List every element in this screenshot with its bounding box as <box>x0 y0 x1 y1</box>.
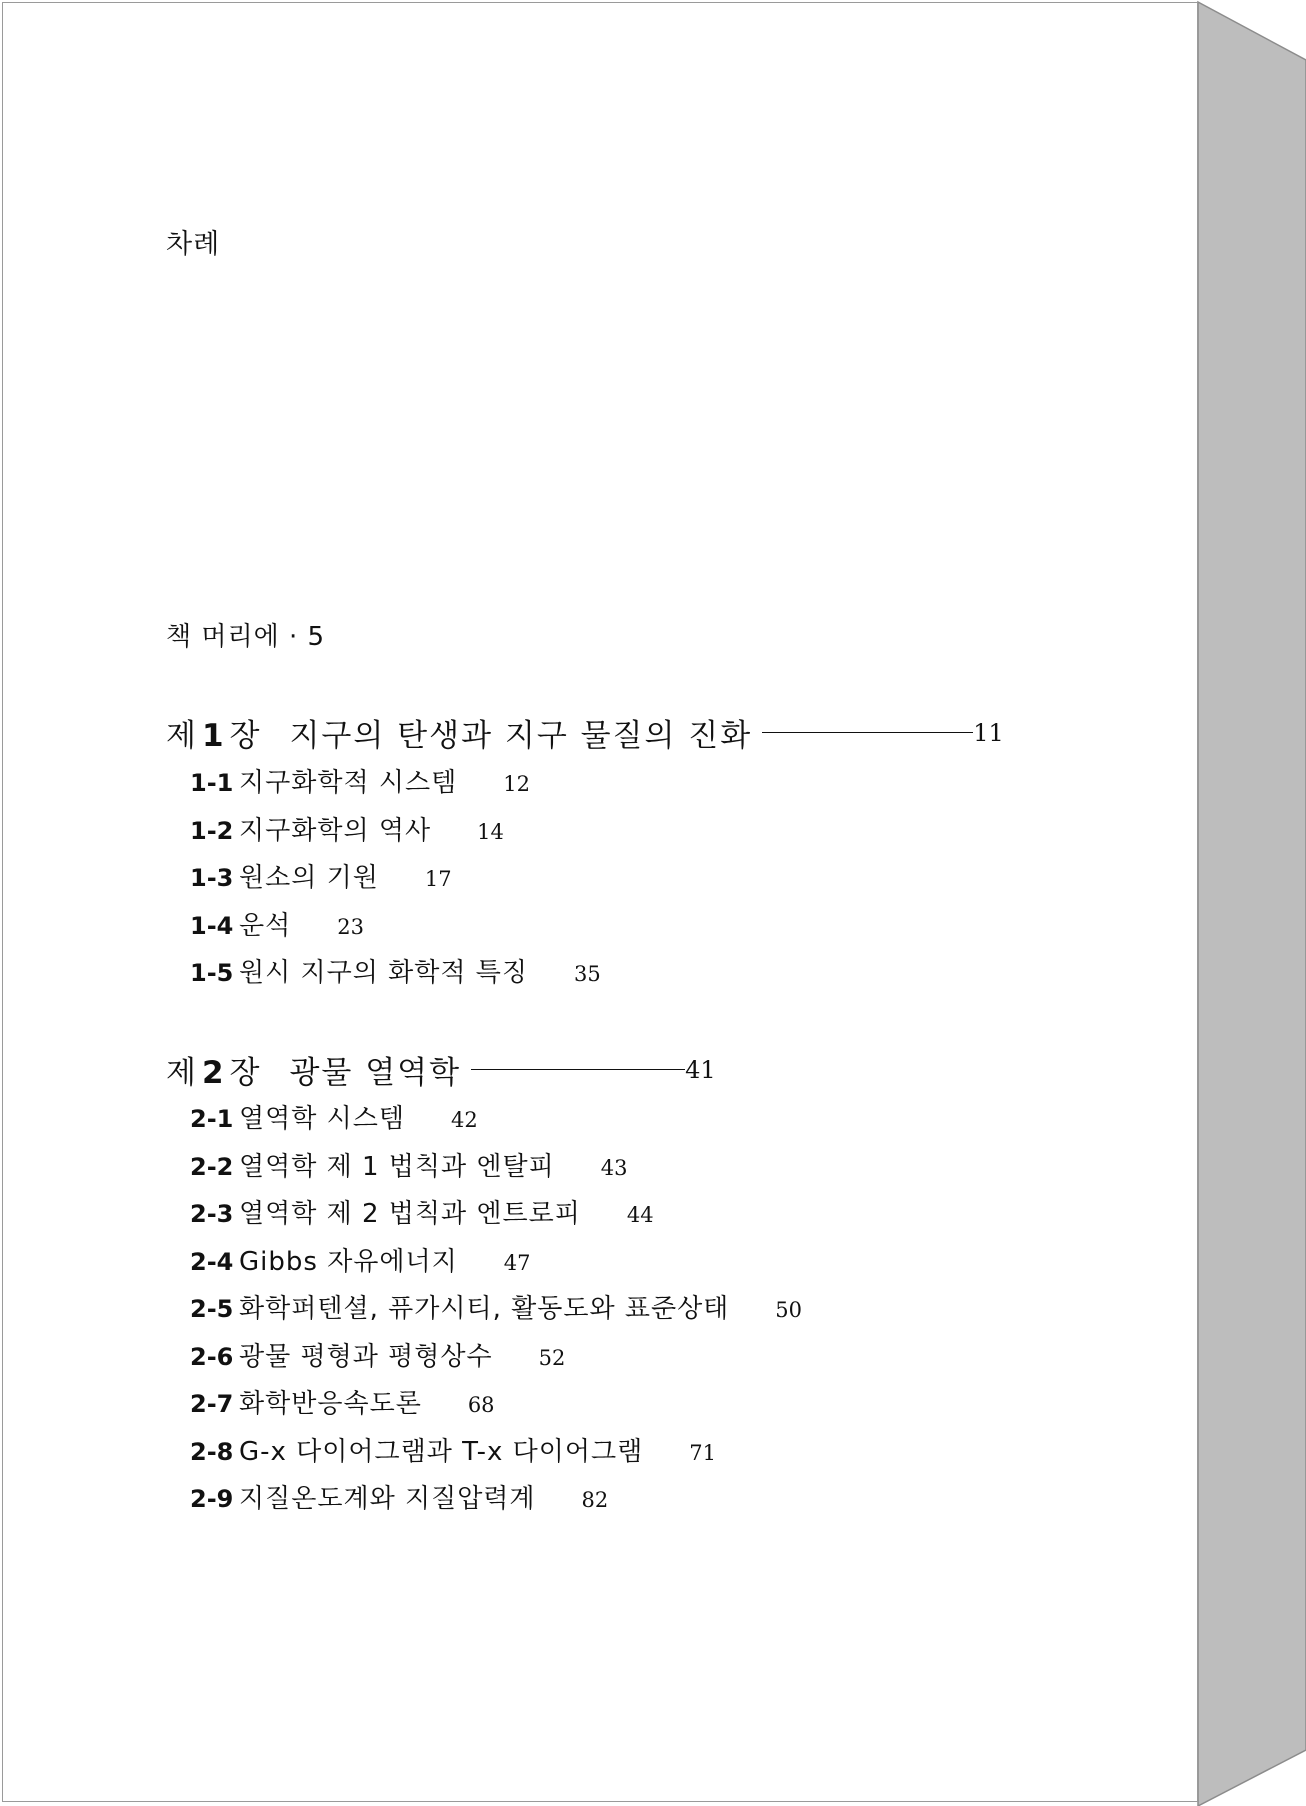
toc-entry <box>190 1336 802 1384</box>
section-page: 17 <box>424 867 452 891</box>
toc-entry <box>190 952 601 1000</box>
section-title: 원소의 기원 <box>239 863 379 893</box>
chapter-2-heading <box>166 1047 716 1092</box>
section-page: 68 <box>467 1393 495 1417</box>
toc-entry <box>190 762 601 810</box>
section-page: 43 <box>600 1155 628 1180</box>
chapter-title: 광물 열역학 <box>289 1055 462 1091</box>
chapter-page: 11 <box>973 718 1004 747</box>
section-title: 열역학 시스템 <box>239 1104 405 1134</box>
section-number: 2-5 <box>190 1295 234 1323</box>
section-title: 지질온도계와 지질압력계 <box>239 1484 536 1514</box>
chapter-number: 제 1 장 <box>166 718 260 754</box>
chapter-title: 지구의 탄생과 지구 물질의 진화 <box>289 718 753 754</box>
dot-leader <box>762 732 973 733</box>
section-number: 2-1 <box>190 1105 234 1133</box>
section-number: 2-4 <box>190 1247 234 1276</box>
toc-entry <box>190 1431 802 1479</box>
section-number: 2-7 <box>190 1390 234 1418</box>
preface-entry: 책 머리에 · 5 <box>166 622 326 652</box>
section-title: 광물 평형과 평형상수 <box>239 1341 493 1372</box>
section-title: 화학퍼텐셜, 퓨가시티, 활동도와 표준상태 <box>239 1294 730 1324</box>
dot-leader <box>471 1069 685 1070</box>
toc-entry <box>190 857 601 905</box>
toc-entry <box>190 810 601 858</box>
section-number: 1-5 <box>190 959 234 987</box>
section-number: 1-1 <box>190 769 234 797</box>
toc-entry <box>190 1146 802 1194</box>
section-page: 23 <box>337 914 364 939</box>
section-title: 지구화학적 시스템 <box>239 768 458 798</box>
chapter-number: 제 2 장 <box>166 1055 260 1091</box>
toc-entry <box>190 1288 802 1336</box>
section-title: 열역학 제 2 법칙과 엔트로피 <box>239 1199 581 1229</box>
section-page: 52 <box>538 1345 566 1370</box>
section-number: 1-3 <box>190 864 234 892</box>
section-number: 2-3 <box>190 1200 234 1228</box>
toc-entry <box>190 1383 802 1431</box>
section-title: 열역학 제 1 법칙과 엔탈피 <box>239 1151 555 1182</box>
toc-entry <box>190 1241 802 1289</box>
toc-title: 차례 <box>166 229 221 260</box>
toc-entry <box>190 1098 802 1146</box>
section-title: G-x 다이어그램과 T-x 다이어그램 <box>239 1436 644 1467</box>
section-number: 1-2 <box>190 816 234 845</box>
section-page: 47 <box>503 1250 531 1275</box>
chapter-1-heading <box>166 710 1004 755</box>
section-page: 50 <box>775 1298 803 1322</box>
toc-entry <box>190 905 601 953</box>
section-title: 운석 <box>239 910 292 941</box>
section-page: 42 <box>450 1108 478 1132</box>
section-number: 2-2 <box>190 1152 234 1181</box>
section-page: 12 <box>503 772 530 796</box>
chapter-1-sections <box>190 762 601 1000</box>
section-number: 2-6 <box>190 1342 234 1371</box>
section-page: 35 <box>573 962 601 986</box>
chapter-2-sections <box>190 1098 802 1526</box>
toc-entry <box>190 1478 802 1526</box>
toc-entry <box>190 1193 802 1241</box>
chapter-page: 41 <box>685 1055 716 1084</box>
section-number: 1-4 <box>190 911 234 940</box>
section-title: 화학반응속도론 <box>239 1389 422 1419</box>
section-page: 14 <box>477 819 504 844</box>
section-page: 44 <box>626 1203 654 1227</box>
section-page: 82 <box>581 1488 609 1512</box>
section-title: 지구화학의 역사 <box>239 815 432 846</box>
section-page: 71 <box>689 1440 716 1465</box>
section-title: Gibbs 자유에너지 <box>239 1246 458 1277</box>
section-title: 원시 지구의 화학적 특징 <box>239 958 528 988</box>
section-number: 2-9 <box>190 1485 234 1513</box>
section-number: 2-8 <box>190 1437 234 1466</box>
